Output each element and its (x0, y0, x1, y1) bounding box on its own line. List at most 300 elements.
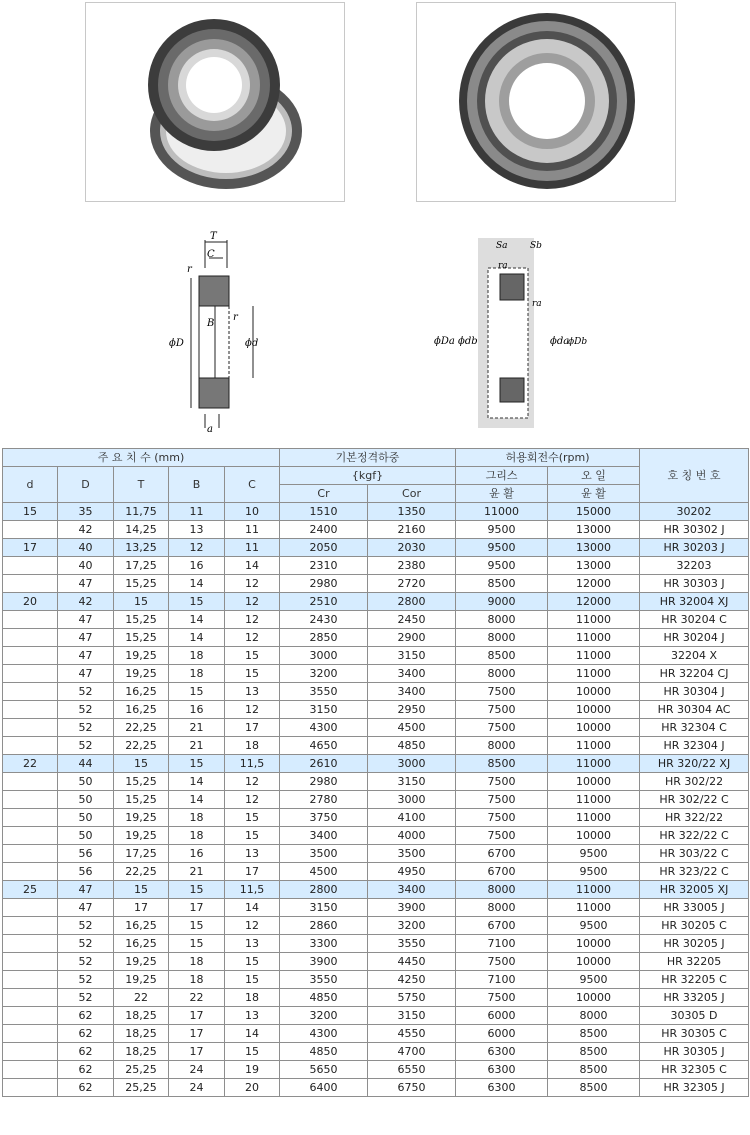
table-cell: 18 (169, 647, 225, 665)
table-cell: 3550 (368, 935, 456, 953)
table-cell: 3200 (368, 917, 456, 935)
table-cell: 4450 (368, 953, 456, 971)
table-cell: 19,25 (114, 971, 169, 989)
table-cell: 10000 (548, 935, 640, 953)
table-cell (3, 953, 58, 971)
table-cell (3, 899, 58, 917)
table-cell (3, 989, 58, 1007)
table-cell: 13000 (548, 557, 640, 575)
table-cell: 19 (225, 1061, 280, 1079)
table-cell (3, 773, 58, 791)
table-cell: 19,25 (114, 647, 169, 665)
table-cell: 56 (58, 863, 114, 881)
table-row (3, 647, 749, 665)
table-cell: HR 33005 J (640, 899, 749, 917)
table-cell: 3500 (368, 845, 456, 863)
table-cell: 10 (225, 503, 280, 521)
table-row (3, 827, 749, 845)
table-cell: 7500 (456, 719, 548, 737)
label-r2: r (233, 312, 238, 323)
table-cell: 4000 (368, 827, 456, 845)
table-row (3, 1007, 749, 1025)
table-row (3, 683, 749, 701)
table-row (3, 593, 749, 611)
table-cell (3, 647, 58, 665)
table-cell: 18 (225, 989, 280, 1007)
table-cell: 8000 (456, 881, 548, 899)
table-row (3, 737, 749, 755)
table-cell: 52 (58, 935, 114, 953)
table-cell: 11,5 (225, 881, 280, 899)
table-row (3, 755, 749, 773)
label-db: ϕdb (458, 336, 478, 347)
table-cell: 3900 (280, 953, 368, 971)
table-cell: 52 (58, 953, 114, 971)
header-basic-load-rating: 기본정격하중 (280, 449, 456, 467)
table-cell: 13 (225, 935, 280, 953)
table-cell: 10000 (548, 701, 640, 719)
table-cell: 11000 (456, 503, 548, 521)
table-cell: 15 (169, 881, 225, 899)
table-cell: 11 (169, 503, 225, 521)
table-cell: 17 (225, 863, 280, 881)
table-cell: 3750 (280, 809, 368, 827)
table-cell: 5650 (280, 1061, 368, 1079)
table-cell: 7500 (456, 683, 548, 701)
table-cell: 2800 (280, 881, 368, 899)
table-cell: 50 (58, 773, 114, 791)
table-cell: HR 32304 C (640, 719, 749, 737)
table-cell: 32203 (640, 557, 749, 575)
table-cell: 21 (169, 863, 225, 881)
table-cell: 17 (114, 899, 169, 917)
table-cell: 11000 (548, 809, 640, 827)
table-cell: 15,25 (114, 791, 169, 809)
table-cell: 2850 (280, 629, 368, 647)
table-cell: 11000 (548, 611, 640, 629)
table-cell: 56 (58, 845, 114, 863)
table-row (3, 1025, 749, 1043)
table-cell: HR 320/22 XJ (640, 755, 749, 773)
table-cell: 12 (225, 611, 280, 629)
table-cell: HR 32005 XJ (640, 881, 749, 899)
table-cell: 17 (225, 719, 280, 737)
table-cell: 12 (225, 917, 280, 935)
table-cell: 12000 (548, 575, 640, 593)
table-row (3, 899, 749, 917)
table-cell: 3200 (280, 665, 368, 683)
table-cell: 12 (225, 773, 280, 791)
table-cell: 2800 (368, 593, 456, 611)
header-oil: 오 일 (548, 467, 640, 485)
table-cell: 12000 (548, 593, 640, 611)
table-cell: HR 30303 J (640, 575, 749, 593)
header-T: T (114, 467, 169, 503)
table-cell: 7500 (456, 809, 548, 827)
table-cell: 10000 (548, 773, 640, 791)
table-cell (3, 737, 58, 755)
table-cell: 3150 (280, 701, 368, 719)
table-cell: 11 (225, 539, 280, 557)
table-cell: 42 (58, 593, 114, 611)
table-cell: 62 (58, 1061, 114, 1079)
table-cell: 9500 (456, 521, 548, 539)
header-rating-unit: {kgf} (280, 467, 456, 485)
table-cell: 15 (225, 827, 280, 845)
table-cell: 22 (114, 989, 169, 1007)
table-cell: HR 32304 J (640, 737, 749, 755)
table-cell (3, 521, 58, 539)
table-cell: 62 (58, 1079, 114, 1097)
table-cell: 11000 (548, 755, 640, 773)
table-cell: 11000 (548, 881, 640, 899)
table-cell: 2780 (280, 791, 368, 809)
header-allowable-speed: 허용회전수(rpm) (456, 449, 640, 467)
table-row (3, 611, 749, 629)
table-cell: 13 (169, 521, 225, 539)
table-cell: 18 (169, 971, 225, 989)
bearing-dimension-diagram (165, 228, 285, 434)
table-cell: 62 (58, 1025, 114, 1043)
table-row (3, 503, 749, 521)
table-cell: 15 (225, 953, 280, 971)
table-cell: 2310 (280, 557, 368, 575)
table-cell (3, 683, 58, 701)
label-a: a (207, 424, 213, 434)
table-row (3, 557, 749, 575)
table-cell (3, 1043, 58, 1061)
table-cell: 8000 (456, 899, 548, 917)
label-da: ϕda (550, 336, 570, 347)
table-cell: HR 32004 XJ (640, 593, 749, 611)
table-cell: 8500 (548, 1079, 640, 1097)
table-cell: 9500 (548, 863, 640, 881)
table-cell: 17,25 (114, 557, 169, 575)
table-cell: 12 (169, 539, 225, 557)
table-cell: 2610 (280, 755, 368, 773)
table-cell: 4500 (280, 863, 368, 881)
table-cell: 3550 (280, 971, 368, 989)
spec-table-body (3, 503, 749, 1097)
table-cell: 18 (169, 953, 225, 971)
bearing-photo-assembled (416, 2, 676, 202)
table-cell: 8500 (548, 1061, 640, 1079)
table-cell: 15 (169, 593, 225, 611)
table-cell: 9500 (456, 557, 548, 575)
table-cell (3, 827, 58, 845)
table-cell: 15,25 (114, 575, 169, 593)
table-cell: 20 (225, 1079, 280, 1097)
table-cell (3, 845, 58, 863)
table-cell: 24 (169, 1061, 225, 1079)
table-cell: HR 322/22 C (640, 827, 749, 845)
table-cell: 14 (169, 629, 225, 647)
table-cell: 2400 (280, 521, 368, 539)
table-cell (3, 665, 58, 683)
table-cell: 10000 (548, 719, 640, 737)
table-cell: 17 (169, 899, 225, 917)
table-cell: 3150 (368, 773, 456, 791)
table-row (3, 665, 749, 683)
table-cell (3, 557, 58, 575)
table-cell: 21 (169, 737, 225, 755)
table-cell: 17 (169, 1043, 225, 1061)
table-cell: 2720 (368, 575, 456, 593)
table-cell: 3000 (280, 647, 368, 665)
table-cell: HR 30305 C (640, 1025, 749, 1043)
table-cell: 2950 (368, 701, 456, 719)
table-cell: 11000 (548, 737, 640, 755)
table-cell: 12 (225, 593, 280, 611)
table-row (3, 935, 749, 953)
table-cell (3, 935, 58, 953)
header-grease-lub: 윤 활 (456, 485, 548, 503)
table-cell (3, 809, 58, 827)
table-row (3, 629, 749, 647)
table-cell: 2160 (368, 521, 456, 539)
table-cell: 2980 (280, 575, 368, 593)
table-cell: 3400 (280, 827, 368, 845)
table-cell: 8500 (456, 755, 548, 773)
table-cell: 4650 (280, 737, 368, 755)
table-cell: HR 323/22 C (640, 863, 749, 881)
header-dimensions: 주 요 치 수 (mm) (3, 449, 280, 467)
table-cell: 47 (58, 629, 114, 647)
table-cell: 52 (58, 917, 114, 935)
table-cell (3, 719, 58, 737)
label-ra: ra (498, 261, 508, 271)
table-cell: 8000 (456, 665, 548, 683)
table-cell: 19,25 (114, 809, 169, 827)
label-B: B (207, 318, 215, 329)
table-cell: HR 30203 J (640, 539, 749, 557)
table-cell: 3400 (368, 881, 456, 899)
label-d: ϕd (245, 338, 259, 349)
table-cell: 15 (225, 971, 280, 989)
table-cell (3, 629, 58, 647)
table-cell: 50 (58, 791, 114, 809)
table-cell: 4250 (368, 971, 456, 989)
table-cell: 4550 (368, 1025, 456, 1043)
table-cell: 19,25 (114, 827, 169, 845)
table-cell: 15 (169, 917, 225, 935)
table-row (3, 953, 749, 971)
table-cell: 15,25 (114, 611, 169, 629)
table-cell: 25,25 (114, 1061, 169, 1079)
table-cell: HR 33205 J (640, 989, 749, 1007)
table-cell: 6300 (456, 1079, 548, 1097)
table-cell: 47 (58, 575, 114, 593)
table-cell: 6400 (280, 1079, 368, 1097)
table-row (3, 539, 749, 557)
table-cell: 14 (169, 773, 225, 791)
label-T: T (210, 231, 217, 242)
table-cell: 16 (169, 845, 225, 863)
table-cell: 4850 (280, 1043, 368, 1061)
table-cell: 3400 (368, 683, 456, 701)
table-cell: 16 (169, 557, 225, 575)
table-cell: 7500 (456, 827, 548, 845)
table-cell: 15 (114, 755, 169, 773)
table-cell: 4700 (368, 1043, 456, 1061)
table-cell: 18 (225, 737, 280, 755)
table-cell: 15 (225, 665, 280, 683)
table-cell: 13 (225, 1007, 280, 1025)
table-cell: 2380 (368, 557, 456, 575)
table-cell: 17 (3, 539, 58, 557)
header-D: D (58, 467, 114, 503)
table-cell: 22 (3, 755, 58, 773)
table-cell: 4300 (280, 1025, 368, 1043)
table-cell: 11000 (548, 899, 640, 917)
table-cell: 13 (225, 683, 280, 701)
mounting-dimension-diagram (434, 228, 589, 434)
table-cell: 15 (225, 809, 280, 827)
table-cell: 6550 (368, 1061, 456, 1079)
table-cell: 9500 (456, 539, 548, 557)
table-cell (3, 1007, 58, 1025)
table-cell: 25 (3, 881, 58, 899)
table-cell: 1350 (368, 503, 456, 521)
table-cell: HR 30304 AC (640, 701, 749, 719)
table-cell: 6750 (368, 1079, 456, 1097)
table-cell: 15,25 (114, 629, 169, 647)
label-ra2: ra (532, 299, 542, 309)
table-cell: 11 (225, 521, 280, 539)
table-cell: 17,25 (114, 845, 169, 863)
table-cell: 42 (58, 521, 114, 539)
table-cell: 47 (58, 899, 114, 917)
table-cell: 15 (225, 647, 280, 665)
table-cell: 18,25 (114, 1043, 169, 1061)
table-row (3, 719, 749, 737)
table-cell: 2860 (280, 917, 368, 935)
table-cell: 11000 (548, 665, 640, 683)
table-cell (3, 611, 58, 629)
table-cell (3, 917, 58, 935)
table-cell: 7100 (456, 971, 548, 989)
table-cell: 18 (169, 827, 225, 845)
table-cell: 11000 (548, 629, 640, 647)
header-B: B (169, 467, 225, 503)
table-cell: HR 302/22 C (640, 791, 749, 809)
table-cell: 10000 (548, 989, 640, 1007)
bearing-spec-table (2, 448, 749, 1097)
table-cell: 8000 (456, 629, 548, 647)
table-cell: 12 (225, 575, 280, 593)
header-C: C (225, 467, 280, 503)
table-cell: 6700 (456, 917, 548, 935)
table-row (3, 701, 749, 719)
table-cell: HR 30205 C (640, 917, 749, 935)
table-cell: 3400 (368, 665, 456, 683)
table-cell: 19,25 (114, 665, 169, 683)
table-cell: 14,25 (114, 521, 169, 539)
table-cell: 47 (58, 881, 114, 899)
table-cell: 18,25 (114, 1025, 169, 1043)
table-cell: 3150 (368, 1007, 456, 1025)
table-cell (3, 1025, 58, 1043)
table-cell: 7100 (456, 935, 548, 953)
table-cell (3, 575, 58, 593)
table-cell: 7500 (456, 791, 548, 809)
table-cell: 3550 (280, 683, 368, 701)
table-cell: 9000 (456, 593, 548, 611)
table-cell: 22 (169, 989, 225, 1007)
table-row (3, 971, 749, 989)
table-cell: 15 (169, 755, 225, 773)
table-cell: 3200 (280, 1007, 368, 1025)
table-row (3, 863, 749, 881)
table-cell: 12 (225, 629, 280, 647)
table-cell: 3150 (280, 899, 368, 917)
label-r: r (187, 264, 192, 275)
table-cell: 15 (169, 935, 225, 953)
table-cell: 3500 (280, 845, 368, 863)
table-cell: 22,25 (114, 737, 169, 755)
table-cell: 8500 (548, 1025, 640, 1043)
table-cell: 6300 (456, 1061, 548, 1079)
table-cell: 21 (169, 719, 225, 737)
table-cell: 11,5 (225, 755, 280, 773)
table-cell: 8500 (548, 1043, 640, 1061)
table-cell: 16,25 (114, 701, 169, 719)
header-cr: Cr (280, 485, 368, 503)
table-cell: 15 (3, 503, 58, 521)
table-cell: 10000 (548, 953, 640, 971)
label-Db: ϕDb (568, 337, 588, 347)
label-Sb: Sb (530, 241, 542, 251)
table-cell (3, 1061, 58, 1079)
table-cell (3, 791, 58, 809)
table-cell: 2450 (368, 611, 456, 629)
table-cell: 16 (169, 701, 225, 719)
table-cell: 14 (225, 557, 280, 575)
table-cell: 17 (169, 1007, 225, 1025)
table-cell: 3000 (368, 755, 456, 773)
table-cell: HR 30304 J (640, 683, 749, 701)
table-row (3, 989, 749, 1007)
table-row (3, 521, 749, 539)
table-cell: 62 (58, 1043, 114, 1061)
table-cell: 52 (58, 683, 114, 701)
table-cell: 13000 (548, 539, 640, 557)
table-cell: HR 322/22 (640, 809, 749, 827)
table-cell (3, 863, 58, 881)
table-cell: 47 (58, 665, 114, 683)
table-cell: 11,75 (114, 503, 169, 521)
table-cell: HR 30204 C (640, 611, 749, 629)
table-cell: 13000 (548, 521, 640, 539)
table-cell: 4950 (368, 863, 456, 881)
table-cell: 40 (58, 539, 114, 557)
header-oil-lub: 윤 활 (548, 485, 640, 503)
table-cell: 47 (58, 611, 114, 629)
table-cell: 2430 (280, 611, 368, 629)
table-cell: 47 (58, 647, 114, 665)
table-cell: 10000 (548, 827, 640, 845)
table-cell: HR 32205 C (640, 971, 749, 989)
table-cell: 2030 (368, 539, 456, 557)
table-cell: 2050 (280, 539, 368, 557)
table-cell: HR 32204 CJ (640, 665, 749, 683)
table-cell: 14 (225, 899, 280, 917)
table-cell: HR 30205 J (640, 935, 749, 953)
table-row (3, 881, 749, 899)
header-grease: 그리스 (456, 467, 548, 485)
table-cell: 4500 (368, 719, 456, 737)
table-cell (3, 701, 58, 719)
